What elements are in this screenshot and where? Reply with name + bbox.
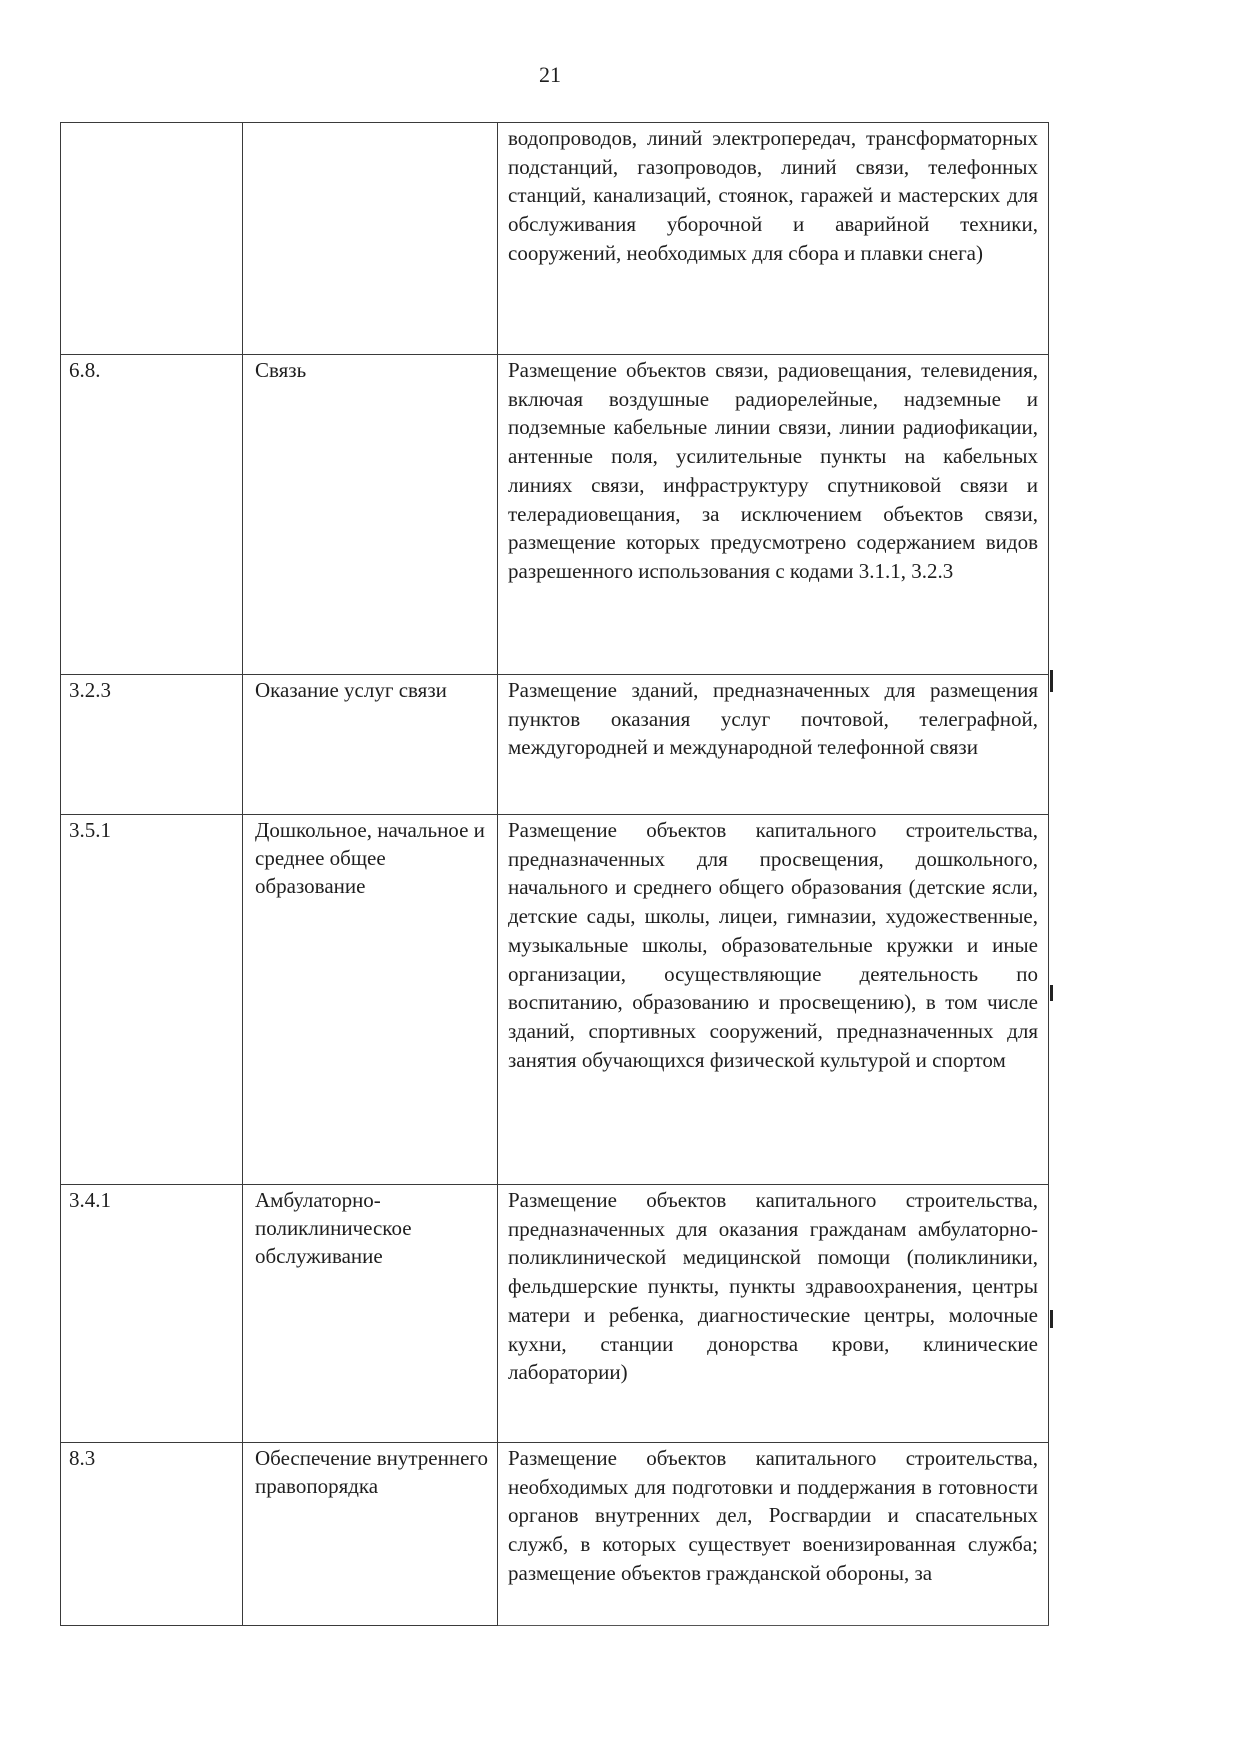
row-name bbox=[243, 123, 498, 355]
scan-artifact-mark bbox=[1050, 985, 1053, 1001]
row-name: Обеспечение внутреннего правопорядка bbox=[243, 1443, 498, 1626]
row-description: Размещение объектов капитального строительства, предназначенных для оказания гражданам амбулаторно-поликлинической медицинской помощи (поликлиники, фельдшерские пункты, пункты здравоохранения, центры матери и ребенка, диагностические центры, молочные кухни, станции донорства крови, клинические лаборатории) bbox=[498, 1185, 1049, 1443]
row-code: 8.3 bbox=[61, 1443, 243, 1626]
row-name: Связь bbox=[243, 355, 498, 675]
page-number: 21 bbox=[539, 62, 561, 87]
table-row bbox=[61, 675, 1049, 815]
table-row bbox=[61, 1185, 1049, 1443]
table-row bbox=[61, 815, 1049, 1185]
row-code bbox=[61, 123, 243, 355]
row-description: Размещение объектов капитального строительства, предназначенных для просвещения, дошкольного, начального и среднего общего образования (детские ясли, детские сады, школы, лицеи, гимназии, художественные, музыкальные школы, образовательные кружки и иные организации, осуществляющие деятельность по воспитанию, образованию и просвещению), в том числе зданий, спортивных сооружений, предназначенных для занятия обучающихся физической культурой и спортом bbox=[498, 815, 1049, 1185]
row-description: водопроводов, линий электропередач, трансформаторных подстанций, газопроводов, линий связи, телефонных станций, канализаций, стоянок, гаражей и мастерских для обслуживания уборочной и аварийной техники, сооружений, необходимых для сбора и плавки снега) bbox=[498, 123, 1049, 355]
row-name: Оказание услуг связи bbox=[243, 675, 498, 815]
table-row bbox=[61, 1443, 1049, 1626]
row-code: 3.4.1 bbox=[61, 1185, 243, 1443]
row-description: Размещение объектов связи, радиовещания, телевидения, включая воздушные радиорелейные, надземные и подземные кабельные линии связи, линии радиофикации, антенные поля, усилительные пункты на кабельных линиях связи, инфраструктуру спутниковой связи и телерадиовещания, за исключением объектов связи, размещение которых предусмотрено содержанием видов разрешенного использования с кодами 3.1.1, 3.2.3 bbox=[498, 355, 1049, 675]
row-code: 3.5.1 bbox=[61, 815, 243, 1185]
scan-artifact-mark bbox=[1050, 670, 1053, 692]
row-name: Амбулаторно-поликлиническое обслуживание bbox=[243, 1185, 498, 1443]
table-row bbox=[61, 123, 1049, 355]
row-name: Дошкольное, начальное и среднее общее образование bbox=[243, 815, 498, 1185]
row-code: 6.8. bbox=[61, 355, 243, 675]
row-code: 3.2.3 bbox=[61, 675, 243, 815]
scan-artifact-mark bbox=[1050, 1310, 1053, 1328]
table-row bbox=[61, 355, 1049, 675]
row-description: Размещение объектов капитального строительства, необходимых для подготовки и поддержания в готовности органов внутренних дел, Росгвардии и спасательных служб, в которых существует военизированная служба; размещение объектов гражданской обороны, за bbox=[498, 1443, 1049, 1626]
land-use-table bbox=[60, 122, 1049, 1626]
row-description: Размещение зданий, предназначенных для размещения пунктов оказания услуг почтовой, телеграфной, междугородней и международной телефонной связи bbox=[498, 675, 1049, 815]
